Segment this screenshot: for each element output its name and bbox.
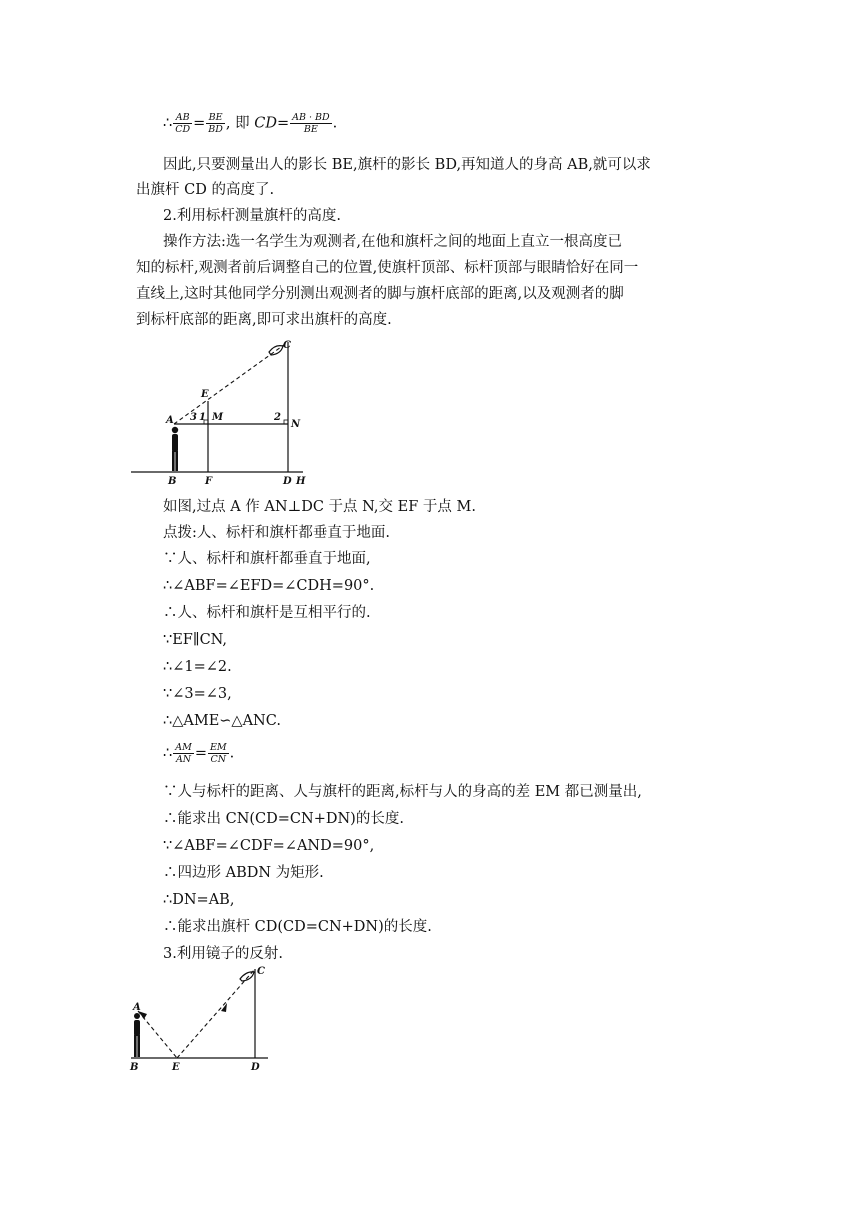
proof-line: 如图,过点 A 作 AN⊥DC 于点 N,交 EF 于点 M. xyxy=(163,499,476,515)
period: . xyxy=(332,115,338,132)
proof-line: ∵人与标杆的距离、人与旗杆的距离,标杆与人的身高的差 EM 都已测量出, xyxy=(163,784,642,800)
fraction-be-bd xyxy=(206,112,225,135)
cd-symbol: CD xyxy=(254,115,277,132)
paragraph-line: 操作方法:选一名学生为观测者,在他和旗杆之间的地面上直立一根高度已 xyxy=(163,234,622,250)
section-title-item-3: 3.利用镜子的反射. xyxy=(163,946,283,962)
fraction-numerator: AB · BD xyxy=(292,112,330,123)
proof-line: ∵EF∥CN, xyxy=(163,632,228,648)
proof-line: ∴∠ABF=∠EFD=∠CDH=90°. xyxy=(163,578,375,594)
equals-sign: = xyxy=(276,115,290,132)
equation-connector: , 即 xyxy=(225,115,255,132)
period: . xyxy=(229,745,235,762)
fraction-denominator: CN xyxy=(210,754,227,765)
fraction-ab-cd xyxy=(173,112,192,135)
proof-line: ∴DN=AB, xyxy=(163,892,235,908)
proof-line: 点拨:人、标杆和旗杆都垂直于地面. xyxy=(163,525,390,541)
equation-ratio-am-an xyxy=(163,742,234,765)
fraction-em-cn xyxy=(208,742,229,765)
fraction-result xyxy=(290,112,332,135)
proof-line: ∴四边形 ABDN 为矩形. xyxy=(163,865,324,881)
fraction-denominator: AN xyxy=(175,754,192,765)
fraction-numerator: BE xyxy=(206,112,225,124)
person-silhouette-icon xyxy=(172,427,178,471)
label-b: B xyxy=(130,1062,139,1073)
fraction-denominator: CD xyxy=(175,124,191,135)
therefore-symbol: ∴ xyxy=(163,115,173,132)
equation-similar-ratio xyxy=(163,112,337,135)
label-e: E xyxy=(172,1062,180,1073)
fraction-denominator: BD xyxy=(208,124,223,135)
label-c: C xyxy=(257,966,265,977)
figure-mirror-reflection xyxy=(128,964,278,1074)
therefore-symbol: ∴ xyxy=(163,745,173,762)
paragraph-line: 出旗杆 CD 的高度了. xyxy=(136,182,275,198)
proof-line: ∵人、标杆和旗杆都垂直于地面, xyxy=(163,551,371,567)
figure-flagpole-with-pole xyxy=(128,336,328,486)
label-c: C xyxy=(283,340,291,351)
fraction-denominator: BE xyxy=(303,124,318,135)
person-silhouette-icon xyxy=(134,1013,140,1057)
paragraph-line: 因此,只要测量出人的影长 BE,旗杆的影长 BD,再知道人的身高 AB,就可以求 xyxy=(163,157,651,173)
proof-line: ∵∠3=∠3, xyxy=(163,686,232,702)
fraction-numerator: AM xyxy=(175,742,192,753)
paragraph-line: 知的标杆,观测者前后调整自己的位置,使旗杆顶部、标杆顶部与眼睛恰好在同一 xyxy=(136,260,639,276)
proof-line: ∴人、标杆和旗杆是互相平行的. xyxy=(163,605,371,621)
proof-line: ∴△AME∽△ANC. xyxy=(163,713,281,729)
label-a: A xyxy=(133,1002,141,1013)
equals-sign: = xyxy=(193,115,206,132)
label-d: D xyxy=(283,476,292,486)
paragraph-line: 直线上,这时其他同学分别测出观测者的脚与旗杆底部的距离,以及观测者的脚 xyxy=(136,286,624,302)
fraction-numerator: EM xyxy=(209,742,227,753)
label-f: F xyxy=(205,476,213,486)
label-d: D xyxy=(251,1062,260,1073)
label-angle-2: 2 xyxy=(274,412,281,423)
equals-sign: = xyxy=(194,745,207,762)
proof-line: ∴∠1=∠2. xyxy=(163,659,232,675)
fraction-am-an xyxy=(173,742,194,765)
label-a: A xyxy=(166,415,174,426)
section-title-item-2: 2.利用标杆测量旗杆的高度. xyxy=(163,208,341,224)
label-b: B xyxy=(168,476,177,486)
proof-line: ∴能求出 CN(CD=CN+DN)的长度. xyxy=(163,811,404,827)
fraction-numerator: AB xyxy=(173,112,192,124)
label-m: M xyxy=(212,412,224,423)
proof-line: ∴能求出旗杆 CD(CD=CN+DN)的长度. xyxy=(163,919,432,935)
label-h: H xyxy=(296,476,306,486)
label-angle-3: 3 xyxy=(190,412,197,423)
incident-ray-dashed xyxy=(177,969,255,1058)
label-e: E xyxy=(201,389,209,400)
paragraph-line: 到标杆底部的距离,即可求出旗杆的高度. xyxy=(136,312,392,328)
label-angle-1: 1 xyxy=(199,412,206,423)
label-n: N xyxy=(291,419,301,430)
proof-line: ∵∠ABF=∠CDF=∠AND=90°, xyxy=(163,838,375,854)
